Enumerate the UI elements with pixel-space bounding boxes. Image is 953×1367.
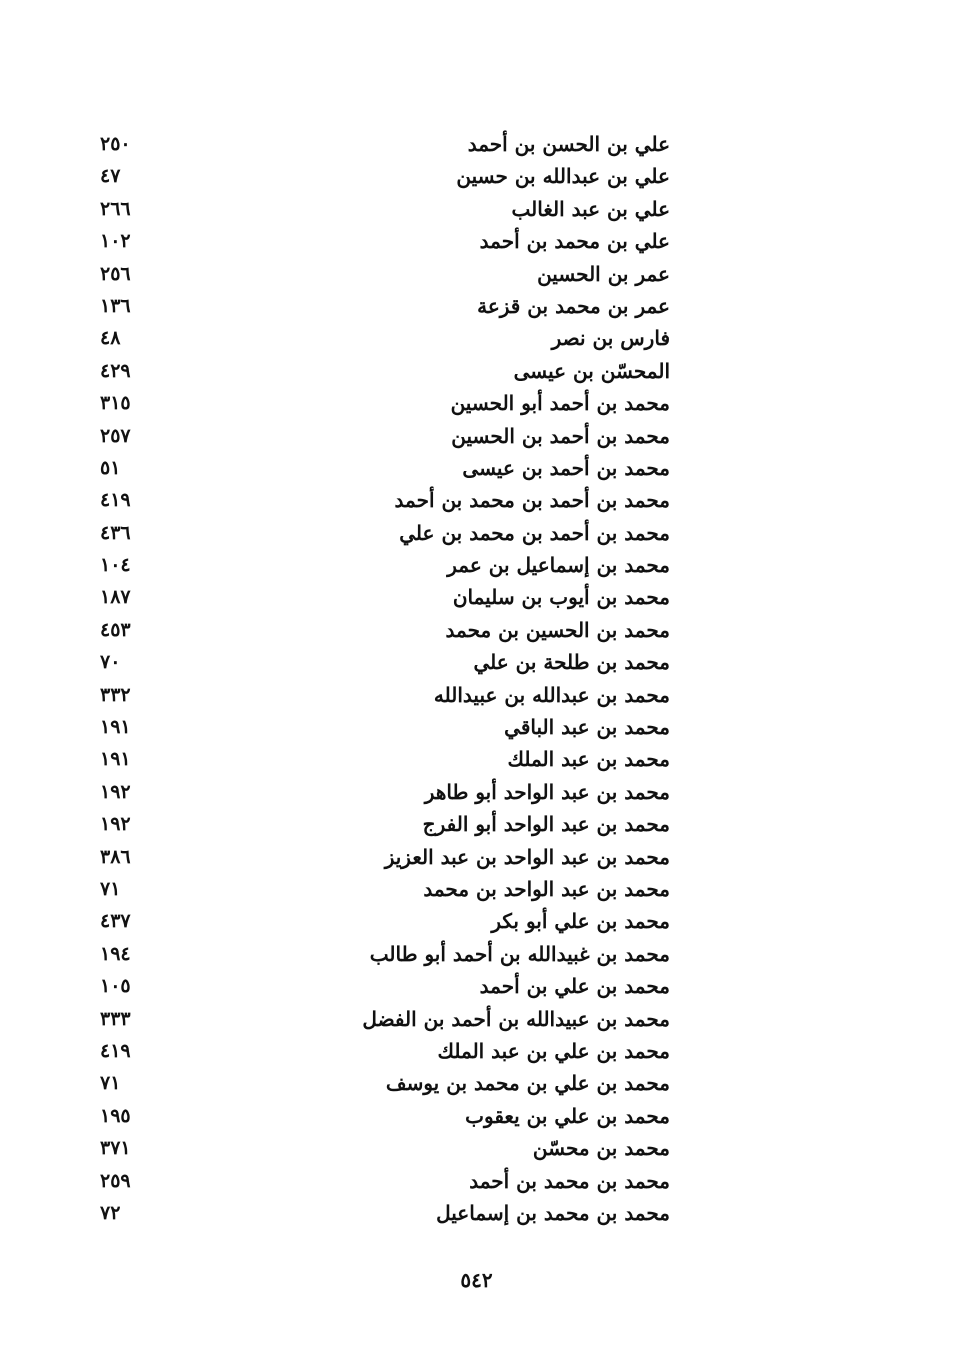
entry-page-number: ١٩١ [100, 716, 131, 739]
index-entry [100, 808, 670, 840]
entry-page-number: ١٩١ [100, 748, 131, 771]
entry-page-number: ٤٢٩ [100, 359, 131, 382]
index-entry [100, 1067, 670, 1099]
entry-page-number: ٤١٩ [100, 1039, 131, 1062]
entry-page-number: ٢٥٠ [100, 133, 131, 155]
entry-page-number: ٣١٥ [100, 392, 131, 415]
entry-name: محمد بن طلحة بن علي [473, 650, 670, 675]
index-entry [100, 193, 670, 225]
entry-name: محمد بن أيوب بن سليمان [452, 585, 670, 610]
index-entry [100, 1197, 670, 1229]
entry-name: المحسّن بن عيسى [513, 358, 670, 383]
entry-name: محمد بن الحسين بن محمد [445, 617, 670, 642]
index-entry [100, 873, 670, 905]
entry-name: محمد بن عبد الواحد أبو الفرج [422, 812, 670, 837]
index-entry [100, 420, 670, 452]
index-entry [100, 1165, 670, 1197]
entry-page-number: ١٩٤ [100, 942, 131, 965]
entry-page-number: ٤٧ [100, 165, 121, 188]
entry-page-number: ٤٨ [100, 327, 121, 350]
entry-page-number: ١٣٦ [100, 294, 131, 317]
entry-name: محمد بن علي أبو بكر [491, 909, 670, 934]
index-entry [100, 258, 670, 290]
index-entry [100, 1035, 670, 1067]
index-entry [100, 905, 670, 937]
entry-name: محمد بن عبد الواحد أبو طاهر [424, 779, 670, 804]
index-entry [100, 841, 670, 873]
entry-page-number: ٤٣٧ [100, 910, 131, 933]
page-number: ٥٤٢ [460, 1268, 493, 1292]
entry-name: محمد بن إسماعيل بن عمر [447, 553, 670, 578]
entry-name: محمد بن عبدالله بن عبيدالله [433, 682, 670, 707]
entry-page-number: ٢٥٩ [100, 1169, 131, 1192]
entry-name: محمد بن علي بن عبد الملك [437, 1038, 670, 1063]
entry-page-number: ١٨٧ [100, 586, 131, 609]
index-entry [100, 355, 670, 387]
index-entry [100, 581, 670, 613]
entry-page-number: ٣٣٢ [100, 683, 131, 706]
index-entry [100, 549, 670, 581]
entry-name: محمد بن أحمد بن الحسين [451, 423, 670, 448]
index-entry [100, 484, 670, 516]
index-entry [100, 1100, 670, 1132]
entry-name: علي بن محمد بن أحمد [479, 229, 670, 254]
entry-name: عمر بن محمد بن قزعة [477, 293, 670, 318]
index-entry [100, 970, 670, 1002]
entry-name: محمد بن علي بن يعقوب [465, 1103, 670, 1128]
index-entry [100, 614, 670, 646]
name-index-list [100, 128, 670, 1229]
index-entry [100, 290, 670, 322]
entry-name: عمر بن الحسين [537, 261, 670, 286]
entry-page-number: ١٩٥ [100, 1104, 131, 1127]
entry-name: محمد بن عبد الملك [507, 747, 670, 772]
entry-name: علي بن عبد الغالب [511, 196, 670, 221]
entry-page-number: ٤١٩ [100, 489, 131, 512]
index-entry [100, 517, 670, 549]
index-entry [100, 711, 670, 743]
index-entry [100, 776, 670, 808]
entry-page-number: ٣٣٣ [100, 1007, 131, 1030]
entry-name: محمد بن أحمد بن عيسى [462, 455, 670, 480]
entry-name: محمد بن عبد الواحد بن محمد [423, 876, 670, 901]
entry-page-number: ١٩٢ [100, 780, 131, 803]
entry-page-number: ٥١ [100, 456, 121, 479]
entry-page-number: ٧٠ [100, 651, 121, 674]
entry-page-number: ٣٨٦ [100, 845, 131, 868]
index-entry [100, 1003, 670, 1035]
index-entry [100, 128, 670, 160]
index-entry [100, 743, 670, 775]
index-entry [100, 160, 670, 192]
entry-name: محمد بن عبد الباقي [504, 715, 670, 740]
entry-page-number: ٧١ [100, 877, 121, 900]
entry-name: محمد بن محمد بن إسماعيل [436, 1200, 670, 1225]
entry-page-number: ٤٥٣ [100, 618, 131, 641]
index-entry [100, 679, 670, 711]
index-entry [100, 646, 670, 678]
entry-name: علي بن الحسن بن أحمد [467, 132, 670, 156]
entry-page-number: ٣٧١ [100, 1137, 131, 1160]
entry-name: محمد بن غبيدالله بن أحمد أبو طالب [369, 941, 670, 966]
entry-name: محمد بن علي بن محمد بن يوسف [385, 1071, 670, 1096]
entry-page-number: ١٠٢ [100, 230, 131, 253]
entry-page-number: ٧١ [100, 1072, 121, 1095]
entry-page-number: ١٩٢ [100, 813, 131, 836]
entry-name: محمد بن أحمد بن محمد بن أحمد [394, 488, 670, 513]
index-entry [100, 1132, 670, 1164]
entry-name: محمد بن علي بن أحمد [479, 974, 670, 999]
entry-name: محمد بن أحمد أبو الحسين [450, 391, 670, 416]
entry-page-number: ٢٥٧ [100, 424, 131, 447]
entry-page-number: ٢٥٦ [100, 262, 131, 285]
entry-page-number: ٤٣٦ [100, 521, 131, 544]
entry-page-number: ١٠٤ [100, 554, 131, 577]
entry-name: محمد بن عبيدالله بن أحمد بن الفضل [362, 1006, 670, 1031]
index-entry [100, 387, 670, 419]
index-entry [100, 225, 670, 257]
entry-name: فارس بن نصر [551, 326, 670, 351]
entry-name: محمد بن أحمد بن محمد بن علي [399, 520, 670, 545]
index-entry [100, 938, 670, 970]
entry-page-number: ١٠٥ [100, 975, 131, 998]
entry-name: محمد بن محمد بن أحمد [469, 1168, 670, 1193]
entry-name: محمد بن محسّن [532, 1136, 670, 1161]
entry-name: علي بن عبدالله بن حسين [456, 164, 670, 189]
index-entry [100, 452, 670, 484]
entry-page-number: ٢٦٦ [100, 197, 131, 220]
index-entry [100, 322, 670, 354]
entry-page-number: ٧٢ [100, 1201, 121, 1224]
entry-name: محمد بن عبد الواحد بن عبد العزيز [384, 844, 670, 869]
